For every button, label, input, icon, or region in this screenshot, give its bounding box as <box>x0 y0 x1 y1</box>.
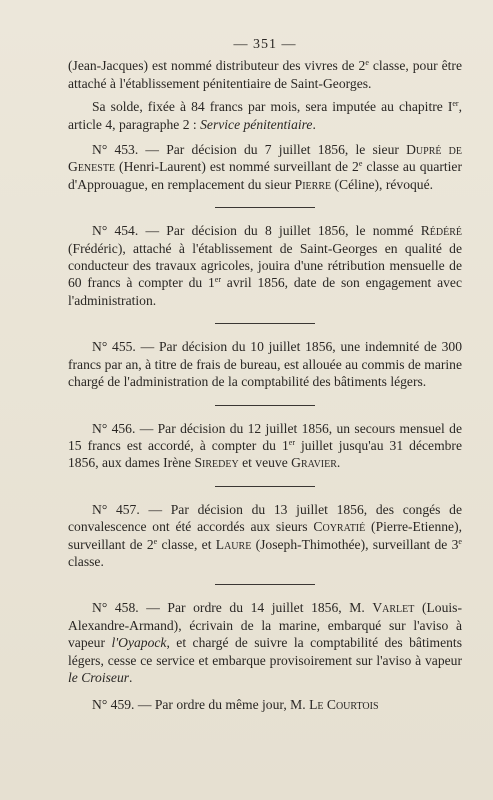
entry-459: N° 459. — Par ordre du même jour, M. Le Courtois <box>92 697 379 713</box>
entry-456: N° 456. — Par décision du 12 juillet 1856, un secours mensuel de 15 francs est accordé, à compter du 1er juillet jusqu'au 31 décembre 1856, aux dames Irène Siredey et veuve Gravier. <box>68 420 462 471</box>
entry-454: N° 454. — Par décision du 8 juillet 1856, le nommé Rédéré (Frédéric), attaché à l'établissement de Saint-Georges en qualité de conducteur des travaux agricoles, jouira d'une rétribution mensuelle de 60 francs à compter du 1er avril 1856, date de son engagement avec l'administration. <box>68 223 462 308</box>
entry-455: N° 455. — Par décision du 10 juillet 1856, une indemnité de 300 francs par an, à titre de frais de bureau, est allouée au commis de marine chargé de l'administration de la comptabilité des bâtiments légers. <box>68 339 462 390</box>
page-number: — 351 — <box>233 37 297 52</box>
entry-453: N° 453. — Par décision du 7 juillet 1856, le sieur Dupré de Geneste (Henri-Laurent) est nommé surveillant de 2e classe au quartier d'Approuague, en remplacement du sieur Pierre (Céline), révoqué. <box>68 142 462 192</box>
separator-rule <box>215 207 315 208</box>
page-text <box>68 36 462 714</box>
separator-rule <box>215 584 315 585</box>
entry-457: N° 457. — Par décision du 13 juillet 1856, des congés de convalescence ont été accordés aux sieurs Coyratié (Pierre-Etienne), surveillant de 2e classe, et Laure (Joseph-Thimothée), surveillant de 3e classe. <box>68 501 463 569</box>
paragraph-continuation: (Jean-Jacques) est nommé distributeur des vivres de 2e classe, pour être attaché à l'établissement pénitentiaire de Saint-Georges. <box>68 58 462 91</box>
paragraph-solde: Sa solde, fixée à 84 francs par mois, sera imputée au chapitre Ier, article 4, paragraphe 2 : Service pénitentiaire. <box>68 99 462 132</box>
separator-rule <box>215 405 315 406</box>
entry-458: N° 458. — Par ordre du 14 juillet 1856, M. Varlet (Louis-Alexandre-Armand), écrivain de la marine, embarqué sur l'aviso à vapeur l'Oyapock, et chargé de suivre la comptabilité des bâtiments légers, cesse ce service et embarque provisoirement sur l'aviso à vapeur le Croiseur. <box>68 600 462 685</box>
separator-rule <box>215 323 315 324</box>
separator-rule <box>215 486 315 487</box>
